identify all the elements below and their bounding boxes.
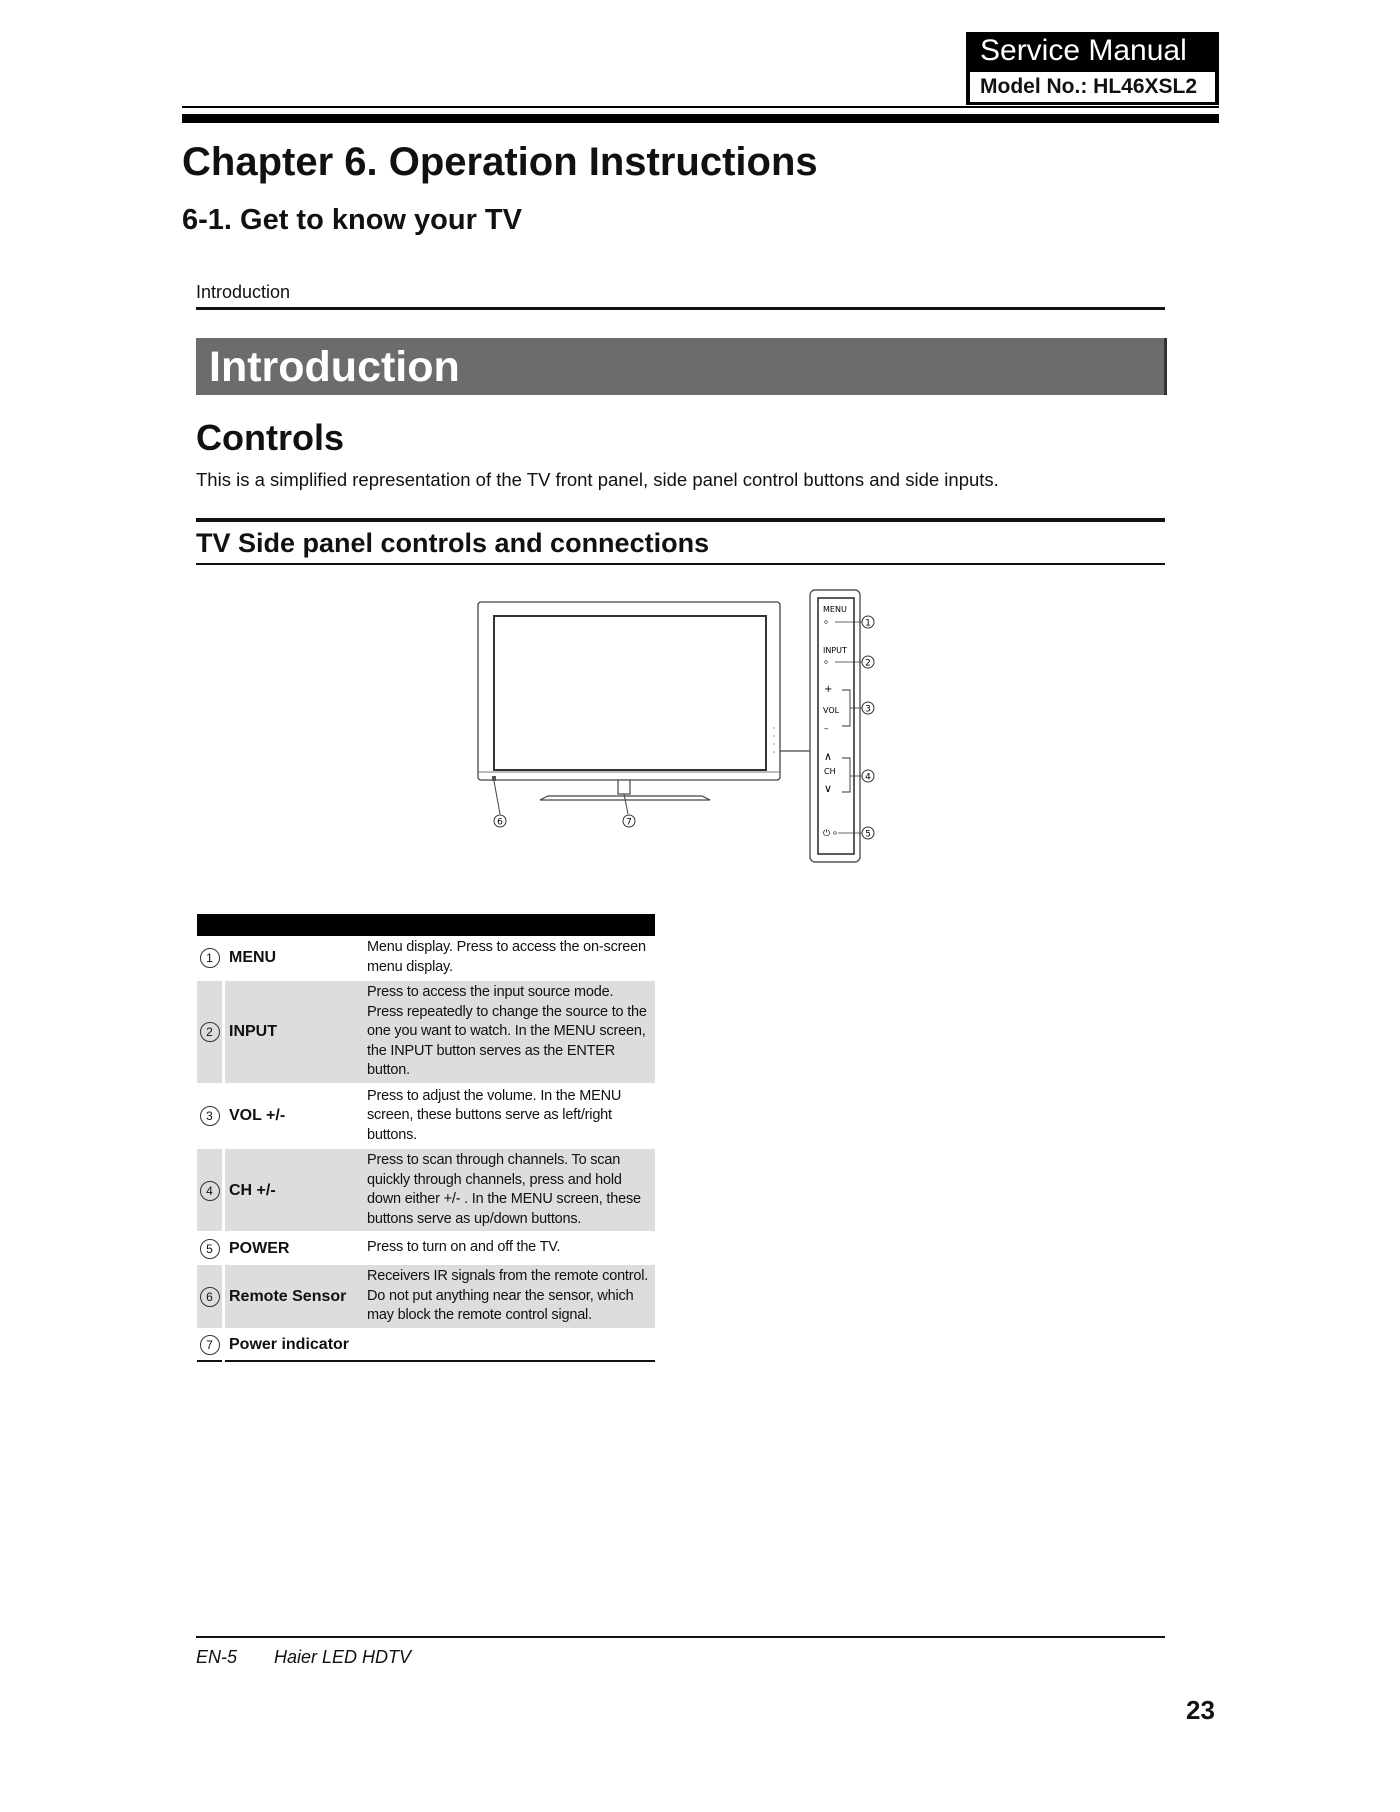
controls-description: This is a simplified representation of the TV front panel, side panel control buttons and side inputs. bbox=[196, 469, 999, 490]
controls-heading: Controls bbox=[196, 417, 344, 458]
footer-code: EN-5 bbox=[196, 1647, 238, 1667]
row-number: 2 bbox=[197, 980, 224, 1084]
table-row bbox=[197, 936, 655, 980]
table-row bbox=[197, 980, 655, 1084]
row-control-name: VOL +/- bbox=[224, 1084, 364, 1149]
callout-7-label: 7 bbox=[626, 817, 632, 828]
model-number: Model No.: HL46XSL2 bbox=[970, 72, 1215, 102]
tv-stand-neck bbox=[618, 780, 630, 794]
row-description: Menu display. Press to access the on-screen menu display. bbox=[363, 936, 655, 980]
panel-vol-plus: + bbox=[824, 684, 833, 695]
panel-menu-label: MENU bbox=[823, 605, 847, 614]
table-header-row bbox=[197, 914, 655, 936]
section-title: 6-1. Get to know your TV bbox=[182, 204, 522, 236]
controls-table bbox=[197, 914, 655, 1362]
row-description: Receivers IR signals from the remote control. Do not put anything near the sensor, which may block the remote control signal. bbox=[363, 1264, 655, 1329]
row-description: Press to adjust the volume. In the MENU screen, these buttons serve as left/right buttons. bbox=[363, 1084, 655, 1149]
row-number: 7 bbox=[197, 1329, 224, 1361]
table-row bbox=[197, 1148, 655, 1232]
row-control-name: MENU bbox=[224, 936, 364, 980]
table-row bbox=[197, 1264, 655, 1329]
side-panel-heading: TV Side panel controls and connections bbox=[196, 528, 710, 558]
callout-6-label: 6 bbox=[497, 817, 503, 828]
side-panel-rule-top bbox=[196, 518, 1165, 522]
table-header-bar bbox=[197, 914, 655, 936]
row-description: Press to access the input source mode. Press repeatedly to change the source to the one you want to watch. In the MENU screen, the INPUT button serves as the ENTER button. bbox=[363, 980, 655, 1084]
table-row bbox=[197, 1329, 655, 1361]
row-number: 5 bbox=[197, 1232, 224, 1264]
panel-vol-label: VOL bbox=[823, 706, 840, 715]
table-row bbox=[197, 1084, 655, 1149]
panel-ch-label: CH bbox=[824, 767, 836, 776]
row-description: Press to scan through channels. To scan quickly through channels, press and hold down either +/- . In the MENU screen, these buttons serve as up/down buttons. bbox=[363, 1148, 655, 1232]
row-number: 1 bbox=[197, 936, 224, 980]
page-number: 23 bbox=[1186, 1695, 1215, 1725]
panel-ch-down: ∨ bbox=[824, 782, 833, 795]
row-number: 6 bbox=[197, 1264, 224, 1329]
breadcrumb: Introduction bbox=[196, 282, 291, 302]
remote-sensor-marker bbox=[492, 776, 496, 781]
table-row bbox=[197, 1232, 655, 1264]
panel-ch-up: ∧ bbox=[824, 750, 833, 763]
row-number: 4 bbox=[197, 1148, 224, 1232]
row-number: 3 bbox=[197, 1084, 224, 1149]
panel-vol-minus: – bbox=[824, 724, 829, 734]
row-control-name: Power indicator bbox=[224, 1329, 364, 1361]
row-control-name: CH +/- bbox=[224, 1148, 364, 1232]
footer-product: Haier LED HDTV bbox=[274, 1647, 412, 1667]
callout-2-label: 2 bbox=[865, 658, 871, 669]
footer-rule bbox=[196, 1636, 1165, 1638]
header-rule-thin bbox=[182, 106, 1219, 108]
panel-power-icon: ⏻ bbox=[823, 829, 831, 839]
row-control-name: Remote Sensor bbox=[224, 1264, 364, 1329]
row-description bbox=[363, 1329, 655, 1361]
callout-4-label: 4 bbox=[865, 772, 871, 783]
chapter-title: Chapter 6. Operation Instructions bbox=[182, 140, 818, 184]
callout-5-label: 5 bbox=[865, 829, 871, 840]
intro-banner-title: Introduction bbox=[209, 343, 460, 391]
row-control-name: POWER bbox=[224, 1232, 364, 1264]
row-control-name: INPUT bbox=[224, 980, 364, 1084]
manual-title: Service Manual bbox=[980, 34, 1187, 67]
tv-diagram bbox=[470, 586, 910, 868]
breadcrumb-rule bbox=[196, 307, 1165, 310]
header-rule-thick bbox=[182, 114, 1219, 123]
side-panel-rule-bottom bbox=[196, 563, 1165, 565]
panel-input-label: INPUT bbox=[823, 646, 847, 655]
callout-3-label: 3 bbox=[865, 704, 871, 715]
callout-1-label: 1 bbox=[865, 618, 871, 629]
tv-screen bbox=[494, 616, 766, 770]
row-description: Press to turn on and off the TV. bbox=[363, 1232, 655, 1264]
